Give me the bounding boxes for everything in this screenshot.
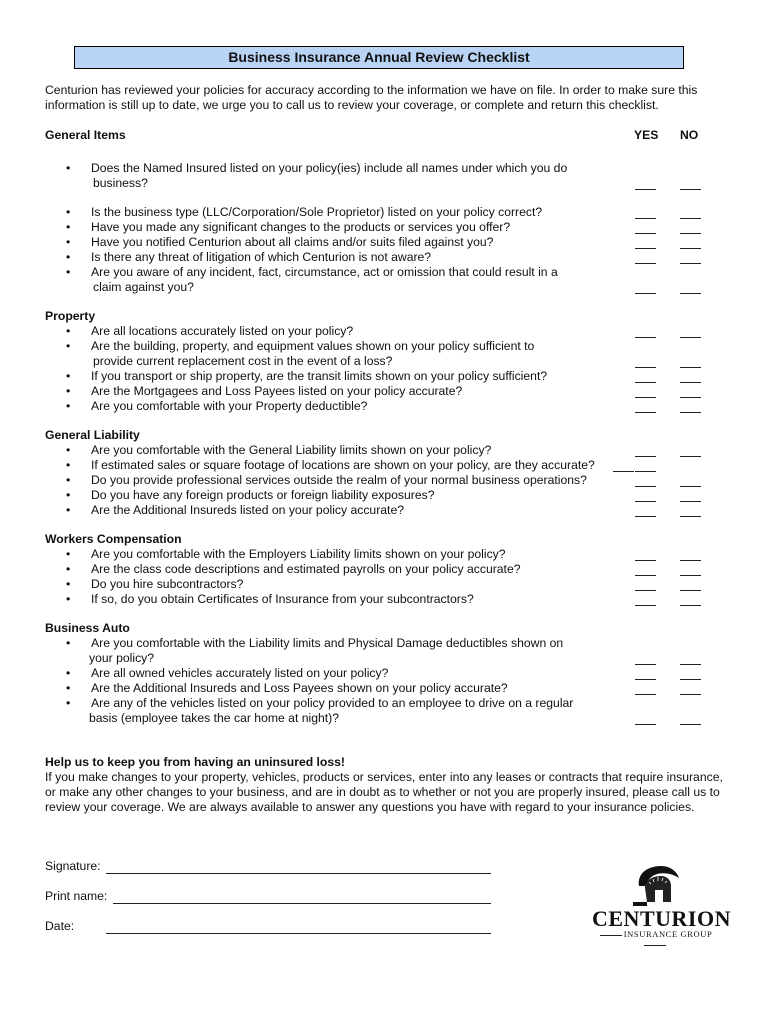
no-blank[interactable] [680, 456, 701, 457]
logo-subtitle [592, 929, 718, 949]
bullet: • [66, 324, 71, 338]
bullet: • [66, 161, 71, 175]
section-heading-liability: General Liability [45, 428, 140, 442]
item-text: Are the Additional Insureds and Loss Payees shown on your policy accurate? [91, 681, 508, 695]
yes-blank[interactable] [635, 189, 656, 190]
item-text: Are the Additional Insureds listed on your policy accurate? [91, 503, 404, 517]
yes-blank[interactable] [635, 501, 656, 502]
item-text: Are you comfortable with the Employers Liability limits shown on your policy? [91, 547, 506, 561]
footer-paragraph: If you make changes to your property, vehicles, products or services, enter into any leases or contracts that require insurance, or make any other changes to your business, and are in doubt as to whether or not you are properly insured, please call us to review your coverage. We are always available to answer any questions you have with regard to your insurance policies. [45, 770, 723, 814]
signature-label: Signature: [45, 859, 101, 873]
no-blank[interactable] [680, 590, 701, 591]
yes-blank[interactable] [635, 575, 656, 576]
yes-blank[interactable] [635, 248, 656, 249]
no-blank[interactable] [680, 664, 701, 665]
item-text: Are the building, property, and equipment values shown on your policy sufficient to [91, 339, 535, 353]
section-heading-general: General Items [45, 128, 126, 142]
bullet: • [66, 339, 71, 353]
no-blank[interactable] [680, 382, 701, 383]
bullet: • [66, 547, 71, 561]
bullet: • [66, 666, 71, 680]
item-text: Is the business type (LLC/Corporation/Sole Proprietor) listed on your policy correct? [91, 205, 543, 219]
bullet: • [66, 369, 71, 383]
bullet: • [66, 458, 71, 472]
no-blank[interactable] [680, 367, 701, 368]
yes-blank[interactable] [635, 397, 656, 398]
intro-paragraph: Centurion has reviewed your policies for accuracy according to the information we have on file. In order to make sure this information is still up to date, we urge you to call us to review your coverage, or complete and return this checklist. [45, 83, 698, 112]
bullet: • [66, 696, 71, 710]
bullet: • [66, 562, 71, 576]
item-text: Are all owned vehicles accurately listed on your policy? [91, 666, 389, 680]
no-blank[interactable] [680, 412, 701, 413]
yes-blank[interactable] [635, 516, 656, 517]
item-text: Is there any threat of litigation of which Centurion is not aware? [91, 250, 432, 264]
no-blank[interactable] [680, 679, 701, 680]
centurion-helmet-icon [625, 862, 685, 908]
bullet: • [66, 384, 71, 398]
item-text: provide current replacement cost in the event of a loss? [93, 354, 393, 368]
yes-blank[interactable] [635, 679, 656, 680]
yes-blank[interactable] [613, 471, 634, 472]
section-heading-auto: Business Auto [45, 621, 130, 635]
page-title: Business Insurance Annual Review Checklist [74, 46, 684, 69]
bullet: • [66, 265, 71, 279]
bullet: • [66, 443, 71, 457]
yes-blank[interactable] [635, 560, 656, 561]
item-text: If you transport or ship property, are the transit limits shown on your policy sufficient? [91, 369, 548, 383]
no-blank[interactable] [680, 694, 701, 695]
item-text: If so, do you obtain Certificates of Insurance from your subcontractors? [91, 592, 474, 606]
no-blank[interactable] [680, 218, 701, 219]
item-text: Do you have any foreign products or foreign liability exposures? [91, 488, 435, 502]
no-blank[interactable] [680, 486, 701, 487]
item-text: Do you hire subcontractors? [91, 577, 244, 591]
no-blank[interactable] [680, 605, 701, 606]
signature-field[interactable] [106, 873, 491, 874]
item-text: Are any of the vehicles listed on your policy provided to an employee to drive on a regular [91, 696, 574, 710]
item-text: business? [93, 176, 148, 190]
yes-blank[interactable] [635, 263, 656, 264]
bullet: • [66, 235, 71, 249]
no-blank[interactable] [680, 293, 701, 294]
no-blank[interactable] [680, 501, 701, 502]
yes-blank[interactable] [635, 724, 656, 725]
bullet: • [66, 473, 71, 487]
item-text: claim against you? [93, 280, 194, 294]
yes-blank[interactable] [635, 694, 656, 695]
item-text: Are the Mortgagees and Loss Payees listed on your policy accurate? [91, 384, 463, 398]
item-text: If estimated sales or square footage of locations are shown on your policy, are they accurate? [91, 458, 595, 472]
no-blank[interactable] [680, 575, 701, 576]
yes-blank[interactable] [635, 382, 656, 383]
yes-blank[interactable] [635, 456, 656, 457]
item-text: Are you comfortable with your Property deductible? [91, 399, 368, 413]
item-text: basis (employee takes the car home at night)? [89, 711, 339, 725]
no-blank[interactable] [680, 560, 701, 561]
bullet: • [66, 503, 71, 517]
no-blank[interactable] [680, 248, 701, 249]
column-header-no: NO [680, 128, 699, 142]
item-text: Does the Named Insured listed on your policy(ies) include all names under which you do [91, 161, 568, 175]
no-blank[interactable] [680, 189, 701, 190]
date-field[interactable] [106, 933, 491, 934]
yes-blank[interactable] [635, 367, 656, 368]
item-text: Are all locations accurately listed on your policy? [91, 324, 354, 338]
no-blank[interactable] [680, 516, 701, 517]
item-text: Have you made any significant changes to the products or services you offer? [91, 220, 511, 234]
yes-blank[interactable] [635, 605, 656, 606]
no-blank[interactable] [635, 471, 656, 472]
bullet: • [66, 205, 71, 219]
no-blank[interactable] [680, 263, 701, 264]
item-text: Do you provide professional services outside the realm of your normal business operations? [91, 473, 587, 487]
footer-heading: Help us to keep you from having an uninsured loss! [45, 755, 345, 769]
bullet: • [66, 681, 71, 695]
no-blank[interactable] [680, 233, 701, 234]
yes-blank[interactable] [635, 412, 656, 413]
yes-blank[interactable] [635, 293, 656, 294]
yes-blank[interactable] [635, 218, 656, 219]
item-text: your policy? [89, 651, 155, 665]
no-blank[interactable] [680, 724, 701, 725]
item-text: Are you aware of any incident, fact, circumstance, act or omission that could result in a [91, 265, 558, 279]
yes-blank[interactable] [635, 233, 656, 234]
yes-blank[interactable] [635, 590, 656, 591]
bullet: • [66, 592, 71, 606]
bullet: • [66, 577, 71, 591]
section-heading-property: Property [45, 309, 96, 323]
item-text: Are the class code descriptions and estimated payrolls on your policy accurate? [91, 562, 521, 576]
bullet: • [66, 220, 71, 234]
item-text: Have you notified Centurion about all claims and/or suits filed against you? [91, 235, 494, 249]
yes-blank[interactable] [635, 664, 656, 665]
centurion-logo [592, 862, 731, 942]
date-label: Date: [45, 919, 75, 933]
bullet: • [66, 488, 71, 502]
section-heading-workers: Workers Compensation [45, 532, 182, 546]
logo-name: CENTURION [592, 906, 731, 931]
print-name-field[interactable] [113, 903, 491, 904]
yes-blank[interactable] [635, 337, 656, 338]
print-name-label: Print name: [45, 889, 108, 903]
column-header-yes: YES [634, 128, 659, 142]
no-blank[interactable] [680, 397, 701, 398]
item-text: Are you comfortable with the General Liability limits shown on your policy? [91, 443, 492, 457]
bullet: • [66, 399, 71, 413]
no-blank[interactable] [680, 337, 701, 338]
item-text: Are you comfortable with the Liability limits and Physical Damage deductibles shown on [91, 636, 564, 650]
bullet: • [66, 636, 71, 650]
logo-subtitle-text: INSURANCE GROUP [623, 929, 713, 939]
bullet: • [66, 250, 71, 264]
yes-blank[interactable] [635, 486, 656, 487]
